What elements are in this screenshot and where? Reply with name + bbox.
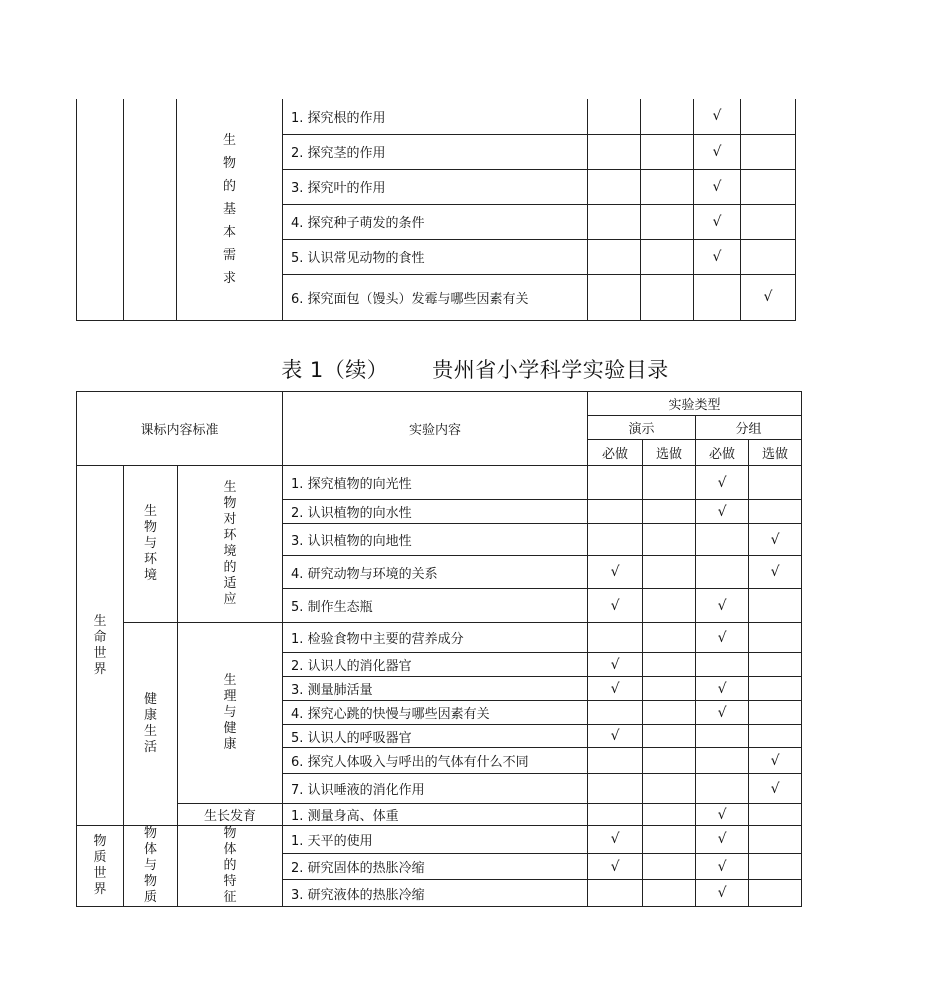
table-name: 贵州省小学科学实验目录 [432, 358, 669, 382]
experiment-content: 3. 探究叶的作用 [283, 169, 588, 204]
demo-optional [643, 466, 696, 500]
demo-required [588, 748, 643, 774]
demo-optional [643, 556, 696, 589]
level3-physio [178, 623, 283, 804]
demo-optional [643, 748, 696, 774]
category-label: 生物的基本需求 [222, 132, 236, 286]
group-required: √ [696, 826, 749, 854]
group-optional [749, 853, 802, 880]
group-required: √ [696, 853, 749, 880]
table-title [0, 354, 950, 384]
demo-optional [643, 589, 696, 623]
level1-matter-label: 物质世界 [93, 834, 107, 897]
level2-cell-blank [124, 99, 177, 320]
level1-matter [77, 826, 124, 907]
group-optional: √ [741, 274, 796, 320]
group-optional [741, 99, 796, 134]
demo-required [588, 804, 643, 826]
group-required: √ [696, 880, 749, 907]
group-optional [749, 804, 802, 826]
demo-optional [643, 500, 696, 524]
demo-optional [643, 804, 696, 826]
demo-required: √ [588, 589, 643, 623]
demo-optional [641, 204, 694, 239]
level2-health [124, 623, 178, 826]
level2-bio-env-label: 生物与环境 [143, 504, 157, 583]
level2-bio-env [124, 466, 178, 623]
level3-features [178, 826, 283, 907]
header-demo-optional: 选做 [643, 440, 696, 466]
experiment-content: 1. 探究根的作用 [283, 99, 588, 134]
demo-optional [643, 725, 696, 748]
level2-matter-label: 物体与物质 [143, 826, 157, 905]
group-optional [749, 589, 802, 623]
table-number: 表 1（续） [281, 358, 389, 382]
experiment-content: 3. 认识植物的向地性 [283, 524, 588, 556]
experiment-content: 5. 认识常见动物的食性 [283, 239, 588, 274]
group-required: √ [694, 204, 741, 239]
group-optional [749, 725, 802, 748]
demo-required [588, 623, 643, 653]
demo-required: √ [588, 677, 643, 701]
level2-matter [124, 826, 178, 907]
group-optional [749, 880, 802, 907]
header-content: 实验内容 [283, 392, 588, 466]
demo-optional [643, 653, 696, 677]
level3-adapt [178, 466, 283, 623]
group-required [696, 653, 749, 677]
group-optional [749, 623, 802, 653]
group-optional [749, 653, 802, 677]
experiment-content: 6. 探究面包（馒头）发霉与哪些因素有关 [283, 274, 588, 320]
demo-required [588, 466, 643, 500]
group-optional: √ [749, 556, 802, 589]
experiment-content: 2. 探究茎的作用 [283, 134, 588, 169]
experiment-content: 1. 测量身高、体重 [283, 804, 588, 826]
group-required: √ [696, 804, 749, 826]
demo-optional [643, 853, 696, 880]
category-cell [177, 99, 283, 320]
demo-optional [641, 169, 694, 204]
demo-required: √ [588, 653, 643, 677]
group-optional: √ [749, 524, 802, 556]
experiment-content: 3. 测量肺活量 [283, 677, 588, 701]
experiment-content: 5. 认识人的呼吸器官 [283, 725, 588, 748]
demo-optional [641, 239, 694, 274]
demo-required: √ [588, 853, 643, 880]
experiment-content: 5. 制作生态瓶 [283, 589, 588, 623]
header-group-required: 必做 [696, 440, 749, 466]
demo-required [588, 204, 641, 239]
group-optional: √ [749, 748, 802, 774]
demo-optional [643, 524, 696, 556]
experiment-content: 1. 天平的使用 [283, 826, 588, 854]
experiment-content: 4. 研究动物与环境的关系 [283, 556, 588, 589]
demo-optional [643, 677, 696, 701]
group-optional [741, 169, 796, 204]
group-required [696, 774, 749, 804]
group-optional [741, 239, 796, 274]
experiment-content: 2. 认识植物的向水性 [283, 500, 588, 524]
level3-growth: 生长发育 [178, 804, 283, 826]
group-required: √ [694, 169, 741, 204]
group-optional [749, 500, 802, 524]
header-demo-required: 必做 [588, 440, 643, 466]
group-required [694, 274, 741, 320]
group-optional [749, 701, 802, 725]
experiment-content: 4. 探究种子萌发的条件 [283, 204, 588, 239]
continuation-table [76, 99, 796, 321]
experiment-catalog-table [76, 391, 802, 907]
demo-optional [643, 623, 696, 653]
group-required: √ [696, 677, 749, 701]
experiment-content: 6. 探究人体吸入与呼出的气体有什么不同 [283, 748, 588, 774]
demo-required [588, 500, 643, 524]
group-optional [741, 204, 796, 239]
level1-life-label: 生命世界 [93, 613, 107, 677]
group-required [696, 524, 749, 556]
group-optional: √ [749, 774, 802, 804]
group-required: √ [694, 239, 741, 274]
header-group: 分组 [696, 416, 802, 440]
group-required: √ [696, 701, 749, 725]
demo-required [588, 274, 641, 320]
group-required: √ [694, 134, 741, 169]
demo-required [588, 239, 641, 274]
demo-optional [643, 880, 696, 907]
level3-adapt-label: 生物对环境的适应 [223, 480, 237, 607]
group-required: √ [694, 99, 741, 134]
group-required: √ [696, 466, 749, 500]
demo-required [588, 169, 641, 204]
demo-optional [641, 134, 694, 169]
level2-health-label: 健康生活 [143, 692, 157, 755]
level1-life [77, 466, 124, 826]
group-required [696, 556, 749, 589]
group-optional [749, 826, 802, 854]
experiment-content: 7. 认识唾液的消化作用 [283, 774, 588, 804]
demo-optional [643, 701, 696, 725]
level1-cell-blank [77, 99, 124, 320]
demo-required: √ [588, 826, 643, 854]
level3-physio-label: 生理与健康 [223, 673, 237, 752]
group-required: √ [696, 623, 749, 653]
experiment-content: 2. 研究固体的热胀冷缩 [283, 853, 588, 880]
group-required: √ [696, 500, 749, 524]
group-required [696, 748, 749, 774]
demo-optional [641, 99, 694, 134]
experiment-content: 1. 检验食物中主要的营养成分 [283, 623, 588, 653]
group-optional [749, 677, 802, 701]
demo-required [588, 701, 643, 725]
demo-required [588, 134, 641, 169]
experiment-content: 3. 研究液体的热胀冷缩 [283, 880, 588, 907]
level3-features-label: 物体的特征 [223, 826, 237, 905]
demo-required [588, 99, 641, 134]
group-optional [749, 466, 802, 500]
demo-optional [643, 774, 696, 804]
experiment-content: 2. 认识人的消化器官 [283, 653, 588, 677]
demo-required [588, 524, 643, 556]
header-demo: 演示 [588, 416, 696, 440]
experiment-content: 4. 探究心跳的快慢与哪些因素有关 [283, 701, 588, 725]
demo-optional [641, 274, 694, 320]
group-required: √ [696, 589, 749, 623]
group-required [696, 725, 749, 748]
demo-required [588, 774, 643, 804]
header-type: 实验类型 [588, 392, 802, 416]
demo-required: √ [588, 556, 643, 589]
header-group-optional: 选做 [749, 440, 802, 466]
demo-optional [643, 826, 696, 854]
header-standard: 课标内容标准 [77, 392, 283, 466]
experiment-content: 1. 探究植物的向光性 [283, 466, 588, 500]
demo-required [588, 880, 643, 907]
group-optional [741, 134, 796, 169]
demo-required: √ [588, 725, 643, 748]
